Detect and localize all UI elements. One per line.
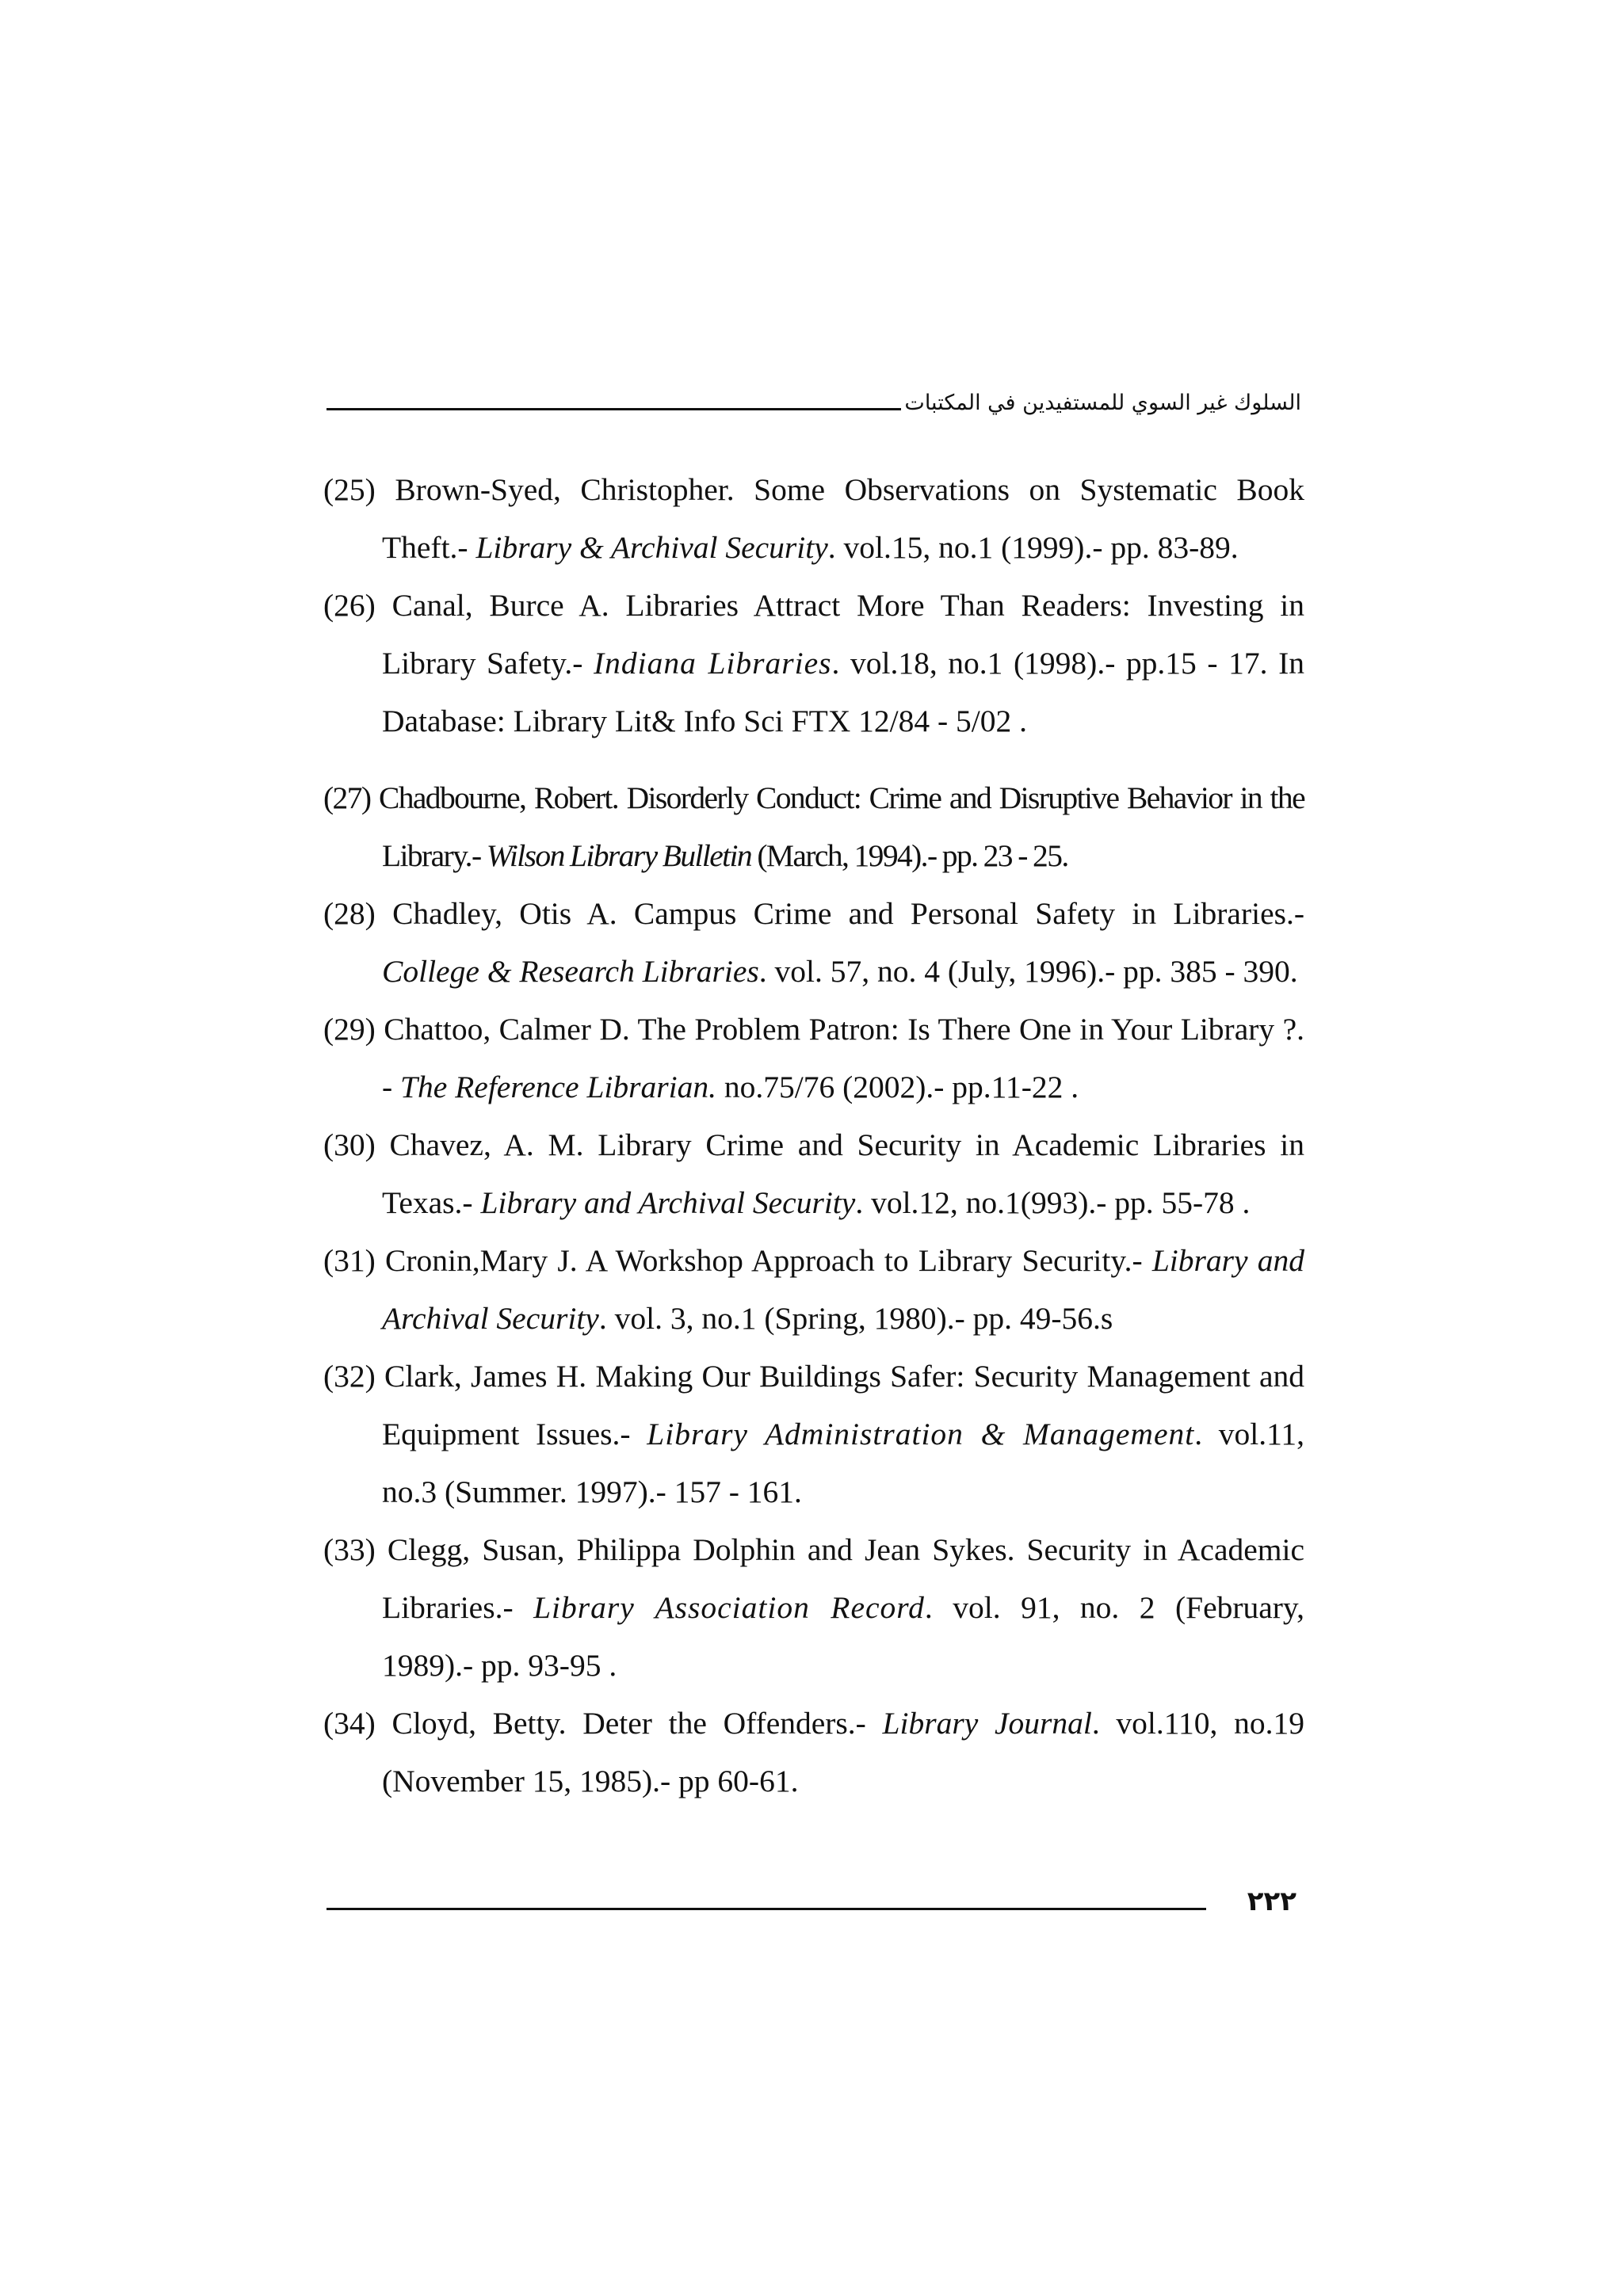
- reference-number: (28): [323, 896, 376, 931]
- reference-entry: [323, 577, 1304, 750]
- reference-details: . vol. 57, no. 4 (July, 1996).- pp. 385 - 390.: [758, 954, 1298, 989]
- running-header-title: السلوك غير السوي للمستفيدين في المكتبات: [904, 391, 1301, 415]
- reference-source-title: Library and Archival Security: [480, 1185, 856, 1220]
- reference-entry: [323, 461, 1304, 577]
- reference-entry: [323, 1001, 1304, 1116]
- reference-source-title: Library Association Record: [533, 1590, 925, 1625]
- reference-number: (25): [323, 472, 376, 507]
- reference-details: . vol.18, no.1 (1998).- pp.15 - 17. In Database: Library Lit& Info Sci FTX 12/84 - 5/02 .: [382, 646, 1304, 738]
- reference-source-title: College & Research Libraries: [382, 954, 759, 989]
- reference-text: Cloyd, Betty. Deter the Offenders.-: [375, 1706, 883, 1741]
- reference-number: (30): [323, 1127, 376, 1162]
- reference-details: . vol. 3, no.1 (Spring, 1980).- pp. 49-56.s: [598, 1301, 1113, 1336]
- reference-entry: [323, 1348, 1304, 1521]
- reference-number: (27): [323, 780, 371, 815]
- reference-entry: [323, 769, 1304, 885]
- reference-number: (32): [323, 1359, 376, 1394]
- reference-text: Chadley, Otis A. Campus Crime and Personal Safety in Libraries.-: [375, 896, 1304, 931]
- reference-text: Chadbourne, Robert. Disorderly Conduct: Crime and Disruptive Behavior in the Library.-: [370, 780, 1304, 873]
- reference-details: . vol.12, no.1(993).- pp. 55-78 .: [855, 1185, 1251, 1220]
- reference-text: Chavez, A. M. Library Crime and Security in Academic Libraries in Texas.-: [375, 1127, 1304, 1220]
- reference-entry: [323, 1232, 1304, 1348]
- reference-text: Clark, James H. Making Our Buildings Safer: Security Management and Equipment Issues.-: [375, 1359, 1304, 1451]
- header-rule: [327, 408, 901, 410]
- reference-text: Canal, Burce A. Libraries Attract More Than Readers: Investing in Library Safety.-: [375, 588, 1304, 681]
- reference-number: (31): [323, 1243, 376, 1278]
- running-header: [327, 377, 1301, 414]
- reference-number: (34): [323, 1706, 376, 1741]
- reference-number: (26): [323, 588, 376, 623]
- reference-details: . vol. 91, no. 2 (February, 1989).- pp. 93-95 .: [382, 1590, 1304, 1683]
- reference-list: [323, 461, 1304, 1810]
- reference-source-title: Library Administration & Management: [647, 1417, 1195, 1451]
- reference-details: . vol.110, no.19 (November 15, 1985).- pp 60-61.: [382, 1706, 1304, 1798]
- reference-source-title: Indiana Libraries: [594, 646, 832, 681]
- reference-details: (March, 1994).- pp. 23 - 25.: [751, 838, 1068, 873]
- footer-rule: [327, 1908, 1206, 1910]
- reference-details: no.75/76 (2002).- pp.11-22 .: [716, 1070, 1079, 1104]
- page-footer: [327, 1886, 1301, 1922]
- reference-text: Brown-Syed, Christopher. Some Observations on Systematic Book Theft.-: [375, 472, 1304, 565]
- reference-entry: [323, 1521, 1304, 1695]
- reference-details: . vol.11, no.3 (Summer. 1997).- 157 - 161.: [382, 1417, 1304, 1509]
- reference-source-title: The Reference Librarian.: [400, 1070, 716, 1104]
- page-number: ٢٢٢: [1247, 1886, 1296, 1917]
- reference-text: Chattoo, Calmer D. The Problem Patron: Is There One in Your Library ?. -: [375, 1012, 1304, 1104]
- reference-text: Clegg, Susan, Philippa Dolphin and Jean Sykes. Security in Academic Libraries.-: [375, 1532, 1304, 1625]
- reference-source-title: Library & Archival Security: [475, 530, 828, 565]
- reference-entry: [323, 885, 1304, 1001]
- reference-details: . vol.15, no.1 (1999).- pp. 83-89.: [827, 530, 1239, 565]
- reference-entry: [323, 1695, 1304, 1810]
- reference-source-title: Library Journal: [882, 1706, 1092, 1741]
- reference-entry: [323, 1116, 1304, 1232]
- reference-number: (33): [323, 1532, 376, 1567]
- reference-source-title: Wilson Library Bulletin: [486, 838, 752, 873]
- reference-source-title: Library and Archival Security: [382, 1243, 1304, 1336]
- reference-number: (29): [323, 1012, 376, 1047]
- reference-text: Cronin,Mary J. A Workshop Approach to Library Security.-: [375, 1243, 1152, 1278]
